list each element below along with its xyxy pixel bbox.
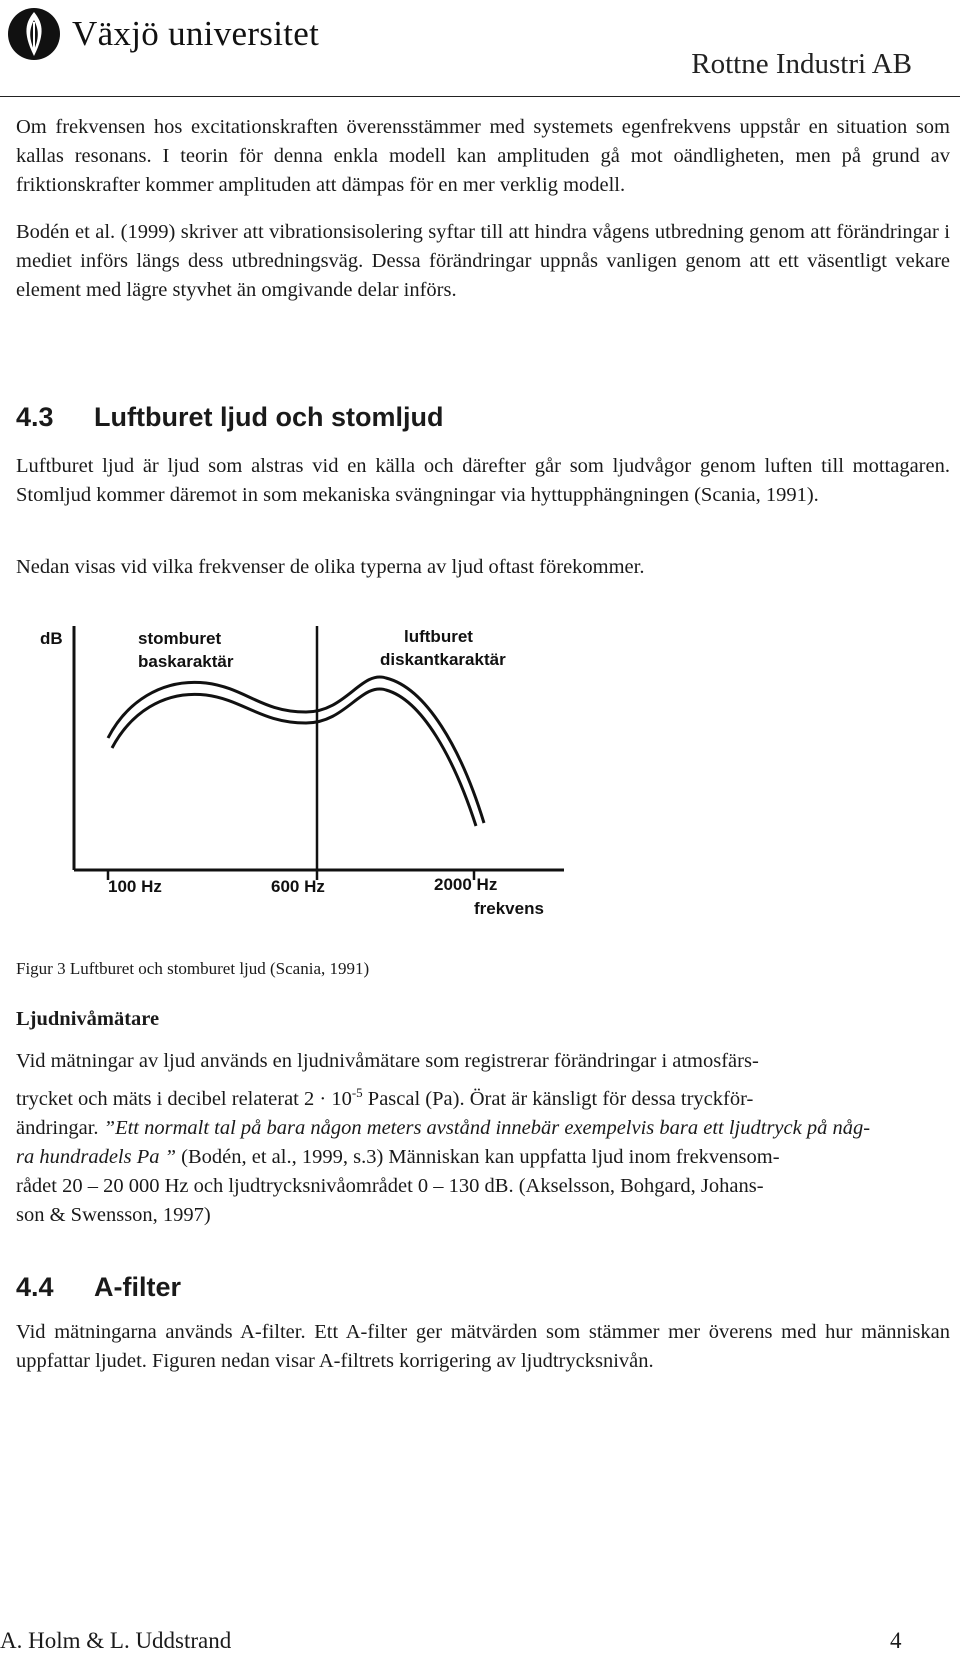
slm-line-1: Vid mätningar av ljud används en ljudnivåmätare som registrerar förändringar i atmosfärs- [16,1050,759,1072]
annotation-airborne-1: luftburet [404,627,473,646]
slm-line-6: son & Swensson, 1997) [16,1204,211,1226]
x-tick-label-100hz: 100 Hz [108,877,162,896]
section-number: 4.4 [16,1272,54,1302]
slm-quote-end: ra hundradels Pa ” [16,1146,177,1168]
slm-line-3-text: ändringar. [16,1117,104,1139]
paragraph-sound-level-meter [16,1047,956,1230]
paragraph-airborne-structure: Luftburet ljud är ljud som alstras vid en källa och därefter går som ljudvågor genom luften till mottagaren. Stomljud kommer däremot in som mekaniska svängningar via hyttupphängningen (Scania, 1991). [16,455,950,506]
university-logo-emblem [4,2,66,64]
curve-inner [112,689,476,826]
slm-line-4-text: (Bodén, et al., 1999, s.3) Människan kan uppfatta ljud inom frekvensom- [176,1146,780,1168]
company-name: Rottne Industri AB [691,48,912,80]
slm-line-2-text: trycket och mäts i decibel relaterat 2 · 10 [16,1088,352,1110]
annotation-airborne-2: diskantkaraktär [380,650,506,669]
slm-line-3 [16,1114,956,1143]
annotation-structure-borne-2: baskaraktär [138,652,234,671]
frequency-chart [16,608,576,938]
footer-page-number: 4 [890,1628,902,1653]
slm-line-2 [16,1085,956,1114]
x-tick-label-2000hz: 2000 Hz [434,875,498,894]
slm-exponent: -5 [351,1085,363,1101]
header-divider [0,96,960,97]
university-name: Växjö universitet [72,14,320,53]
slm-line-4 [16,1143,956,1172]
section-title: A-filter [94,1272,181,1302]
slm-line-2-rest: Pascal (Pa). Örat är känsligt för dessa tryckför- [362,1088,754,1110]
paragraph-vibration-isolation: Bodén et al. (1999) skriver att vibrationsisolering syftar till att hindra vågens utbredning genom att förändringar i mediet införs längs dess utbredningsväg. Dessa förändringar uppnås vanligen genom att ett väsentligt vekare element med lägre styvhet än omgivande delar införs. [16,221,950,301]
section-heading-4-4 [16,1272,181,1303]
y-axis-label: dB [40,629,63,648]
section-heading-4-3 [16,402,443,433]
subheading-sound-level-meter: Ljudnivåmätare [16,1008,160,1030]
figure-caption: Figur 3 Luftburet och stomburet ljud (Scania, 1991) [16,959,370,978]
slm-quote: ”Ett normalt tal på bara någon meters avstånd innebär exempelvis bara ett ljudtryck på någ- [103,1117,871,1139]
paragraph-frequencies-intro: Nedan visas vid vilka frekvenser de olika typerna av ljud oftast förekommer. [16,556,645,578]
section-title: Luftburet ljud och stomljud [94,402,444,432]
x-tick-label-600hz: 600 Hz [271,877,325,896]
slm-line-5: rådet 20 – 20 000 Hz och ljudtrycksnivåområdet 0 – 130 dB. (Akselsson, Bohgard, Johans- [16,1175,764,1197]
paragraph-resonance: Om frekvensen hos excitationskraften överensstämmer med systemets egenfrekvens uppstår en situation som kallas resonans. I teorin för denna enkla modell kan amplituden gå mot oändligheten, men på grund av friktionskrafter kommer amplituden att dämpas för en mer verklig modell. [16,116,950,196]
footer-authors: A. Holm & L. Uddstrand [0,1628,232,1653]
section-number: 4.3 [16,402,54,432]
annotation-structure-borne-1: stomburet [138,629,222,648]
paragraph-a-filter: Vid mätningarna används A-filter. Ett A-filter ger mätvärden som stämmer mer överens med hur människan uppfattar ljudet. Figuren nedan visar A-filtrets korrigering av ljudtrycksnivån. [16,1321,950,1372]
x-axis-label: frekvens [474,899,544,918]
